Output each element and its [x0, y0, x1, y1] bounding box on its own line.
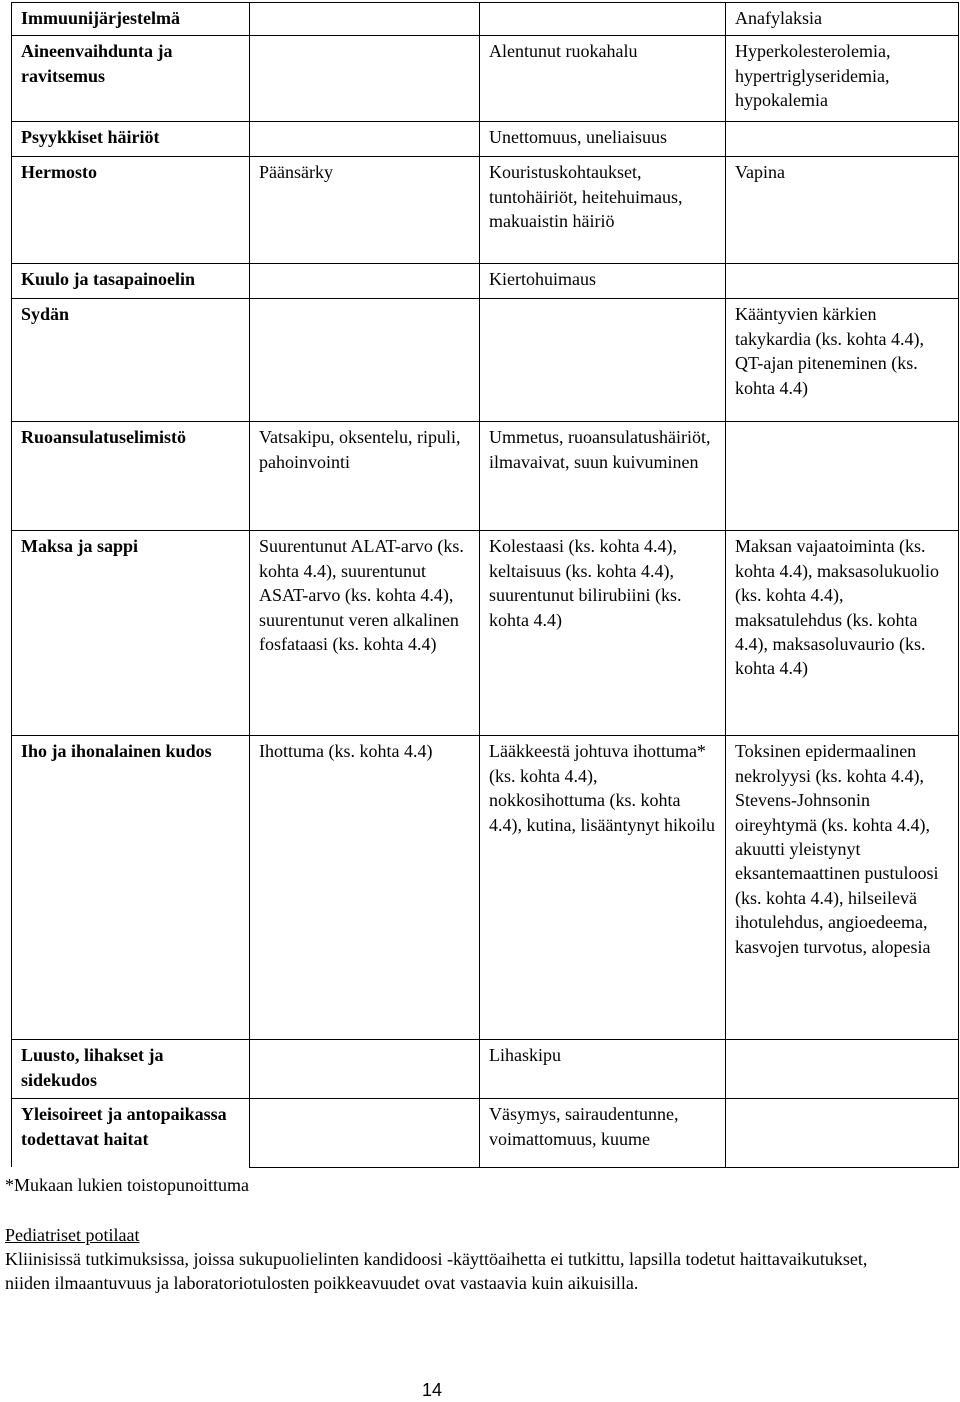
reaction-cell-rare: Maksan vajaatoiminta (ks. kohta 4.4), maksasolukuolio (ks. kohta 4.4), maksatulehdus (ks. kohta 4.4), maksasoluvaurio (ks. kohta 4.4)	[726, 531, 959, 736]
reaction-cell-uncommon: Ummetus, ruoansulatushäiriöt, ilmavaivat, suun kuivuminen	[480, 422, 726, 531]
reaction-cell-rare: Toksinen epidermaalinen nekrolyysi (ks. kohta 4.4), Stevens-Johnsonin oireyhtymä (ks. kohta 4.4), akuutti yleistynyt eksantemaattinen pustuloosi (ks. kohta 4.4), hilseilevä ihotulehdus, angioedeema, kasvojen turvotus, alopesia	[726, 736, 959, 1040]
reaction-cell-rare	[726, 264, 959, 299]
reaction-cell-rare: Anafylaksia	[726, 3, 959, 36]
reaction-cell-rare	[726, 122, 959, 157]
organ-class-cell: Aineenvaihdunta ja ravitsemus	[12, 36, 250, 122]
table-row	[12, 736, 959, 1040]
reaction-cell-common: Päänsärky	[250, 157, 480, 264]
organ-class-cell: Luusto, lihakset ja sidekudos	[12, 1040, 250, 1099]
reaction-cell-common	[250, 299, 480, 422]
reaction-cell-rare: Hyperkolesterolemia, hypertriglyseridemia, hypokalemia	[726, 36, 959, 122]
reaction-cell-common	[250, 1099, 480, 1168]
organ-class-cell: Ruoansulatuselimistö	[12, 422, 250, 531]
reaction-cell-rare: Kääntyvien kärkien takykardia (ks. kohta 4.4), QT-ajan piteneminen (ks. kohta 4.4)	[726, 299, 959, 422]
adverse-reactions-table	[11, 2, 959, 1168]
table-row	[12, 122, 959, 157]
table-row	[12, 264, 959, 299]
table-row	[12, 36, 959, 122]
reaction-cell-common	[250, 1040, 480, 1099]
reaction-cell-uncommon: Kiertohuimaus	[480, 264, 726, 299]
reaction-cell-uncommon	[480, 3, 726, 36]
table-row	[12, 3, 959, 36]
reaction-cell-common	[250, 122, 480, 157]
table-row	[12, 1040, 959, 1099]
reaction-cell-rare	[726, 1040, 959, 1099]
reaction-cell-common	[250, 36, 480, 122]
reaction-cell-uncommon: Unettomuus, uneliaisuus	[480, 122, 726, 157]
reaction-cell-common	[250, 264, 480, 299]
reaction-cell-rare: Vapina	[726, 157, 959, 264]
page-number: 14	[421, 1380, 443, 1400]
table-row	[12, 1099, 959, 1168]
organ-class-cell: Yleisoireet ja antopaikassa todettavat haitat	[12, 1099, 250, 1168]
reaction-cell-rare	[726, 422, 959, 531]
organ-class-cell: Psyykkiset häiriöt	[12, 122, 250, 157]
organ-class-cell: Hermosto	[12, 157, 250, 264]
table-row	[12, 422, 959, 531]
organ-class-cell: Immuunijärjestelmä	[12, 3, 250, 36]
reaction-cell-uncommon: Väsymys, sairaudentunne, voimattomuus, kuume	[480, 1099, 726, 1168]
reaction-cell-common	[250, 3, 480, 36]
reaction-cell-uncommon: Kouristuskohtaukset, tuntohäiriöt, heitehuimaus, makuaistin häiriö	[480, 157, 726, 264]
reaction-cell-common: Vatsakipu, oksentelu, ripuli, pahoinvointi	[250, 422, 480, 531]
adverse-reactions-table-wrapper	[11, 2, 958, 1168]
organ-class-cell: Maksa ja sappi	[12, 531, 250, 736]
reaction-cell-uncommon: Lihaskipu	[480, 1040, 726, 1099]
reaction-cell-common: Suurentunut ALAT-arvo (ks. kohta 4.4), suurentunut ASAT-arvo (ks. kohta 4.4), suurentunut veren alkalinen fosfataasi (ks. kohta 4.4)	[250, 531, 480, 736]
reaction-cell-common: Ihottuma (ks. kohta 4.4)	[250, 736, 480, 1040]
pediatric-section-title: Pediatriset potilaat	[5, 1225, 140, 1245]
reaction-cell-uncommon	[480, 299, 726, 422]
pediatric-section-text: Kliinisissä tutkimuksissa, joissa sukupuolielinten kandidoosi -käyttöaihetta ei tutkittu, lapsilla todetut haittavaikutukset, niiden ilmaantuvuus ja laboratoriotulosten poikkeavuudet ovat vastaavia kuin aikuisilla.	[5, 1249, 868, 1293]
table-footnote: *Mukaan lukien toistopunoittuma	[5, 1175, 249, 1195]
table-row	[12, 299, 959, 422]
reaction-cell-uncommon: Lääkkeestä johtuva ihottuma* (ks. kohta 4.4), nokkosihottuma (ks. kohta 4.4), kutina, lisääntynyt hikoilu	[480, 736, 726, 1040]
reaction-cell-uncommon: Alentunut ruokahalu	[480, 36, 726, 122]
organ-class-cell: Sydän	[12, 299, 250, 422]
reaction-cell-rare	[726, 1099, 959, 1168]
table-row	[12, 157, 959, 264]
table-row	[12, 531, 959, 736]
reaction-cell-uncommon: Kolestaasi (ks. kohta 4.4), keltaisuus (ks. kohta 4.4), suurentunut bilirubiini (ks. kohta 4.4)	[480, 531, 726, 736]
organ-class-cell: Kuulo ja tasapainoelin	[12, 264, 250, 299]
organ-class-cell: Iho ja ihonalainen kudos	[12, 736, 250, 1040]
